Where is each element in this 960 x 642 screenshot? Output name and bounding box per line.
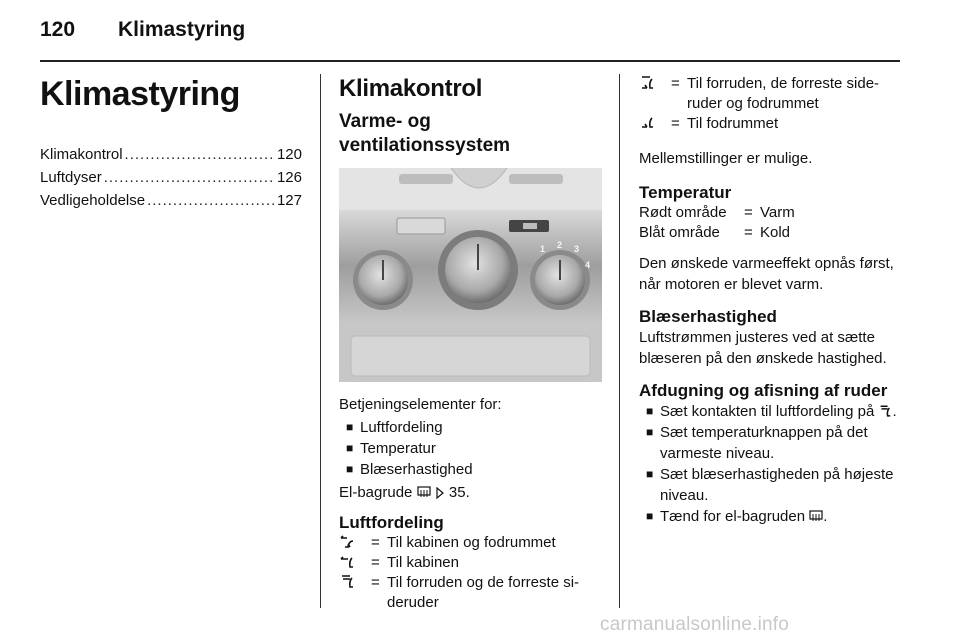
defog-heading: Afdugning og afisning af ruder — [639, 381, 888, 400]
airflow-row — [339, 533, 604, 553]
airflow-row — [639, 74, 911, 114]
svg-text:2: 2 — [557, 240, 563, 250]
fan-speed-text: Luftstrømmen justeres ved at sætte blæseren på den ønskede hastighed. — [639, 329, 887, 367]
bullet-text-part: Sæt kontakten til luftfordeling på — [660, 403, 875, 420]
rear-window-heating-label: El-bagrude — [339, 484, 413, 501]
chapter-title: Klimastyring — [40, 75, 240, 113]
bullet-text: Blæserhastighed — [360, 461, 473, 478]
intermediate-note: Mellemstillinger er mulige. — [639, 150, 813, 167]
temperature-heading: Temperatur — [639, 183, 732, 202]
svg-text:1: 1 — [540, 244, 546, 254]
toc-entry[interactable] — [40, 146, 302, 169]
svg-text:3: 3 — [574, 244, 580, 254]
subsection-title: Varme- og ventilationssystem — [339, 111, 511, 156]
equals-sign: = — [371, 534, 380, 551]
toc-label: Luftdyser — [40, 169, 102, 186]
list-item — [639, 401, 911, 422]
column-divider-2 — [619, 74, 620, 608]
temperature-value: Kold — [760, 224, 791, 241]
toc-label: Vedligeholdelse — [40, 192, 146, 209]
body-airflow-icon — [339, 553, 371, 573]
rear-window-heating-icon — [809, 510, 823, 523]
windscreen-airflow-icon — [339, 573, 371, 613]
temperature-note: Den ønskede varmeeffekt opnås først, når motoren er blevet varm. — [639, 255, 894, 293]
bullet-icon: ■ — [646, 467, 654, 481]
equals-sign: = — [744, 204, 753, 221]
floor-airflow-icon — [639, 114, 671, 134]
header-rule — [40, 60, 900, 62]
section-title: Klimakontrol — [339, 75, 483, 102]
bullet-icon: ■ — [646, 425, 654, 439]
bullet-icon: ■ — [646, 509, 654, 523]
airflow-text: Til forruden og de forreste si-deruder — [387, 574, 580, 611]
toc-label: Klimakontrol — [40, 146, 123, 163]
airflow-row — [339, 553, 604, 573]
equals-sign: = — [671, 115, 680, 132]
page-reference-icon — [435, 487, 445, 499]
toc-page: 127 — [276, 192, 302, 209]
page-number: 120 — [40, 18, 76, 41]
temperature-label: Rødt område — [639, 204, 727, 221]
right-column — [639, 74, 911, 527]
toc-entry[interactable] — [40, 169, 302, 192]
list-item — [339, 438, 604, 459]
bullet-text: Tænd for el-bagruden . — [660, 508, 828, 525]
airflow-text: Til forruden, de forreste side-ruder og fodrummet — [687, 75, 880, 112]
equals-sign: = — [671, 75, 680, 92]
temperature-row — [639, 203, 911, 223]
bullet-icon: ■ — [346, 462, 354, 476]
bullet-icon: ■ — [346, 420, 354, 434]
rear-window-heating-icon — [417, 486, 431, 499]
intro-text: Betjeningselementer for: — [339, 396, 502, 413]
fan-speed-heading: Blæserhastighed — [639, 307, 777, 326]
climate-control-panel-photo — [339, 168, 602, 382]
toc-leader — [125, 146, 275, 163]
bullet-icon: ■ — [646, 404, 654, 418]
list-item — [339, 417, 604, 438]
bullet-text-part: Tænd for el-bagruden — [660, 508, 806, 525]
airflow-row — [339, 573, 604, 613]
bullet-text: Sæt kontakten til luftfordeling på . — [660, 403, 897, 420]
table-of-contents — [40, 146, 302, 215]
body-and-floor-airflow-icon — [339, 533, 371, 553]
chapter-column — [40, 72, 302, 215]
svg-text:4: 4 — [585, 260, 591, 270]
bullet-text: Temperatur — [360, 440, 436, 457]
bullet-text: Sæt blæserhastigheden på højeste niveau. — [660, 466, 894, 504]
temperature-row — [639, 223, 911, 243]
temperature-label: Blåt område — [639, 224, 720, 241]
bullet-text: Sæt temperaturknappen på det varmeste niveau. — [660, 424, 868, 462]
running-header-title: Klimastyring — [118, 18, 246, 41]
toc-page: 120 — [276, 146, 302, 163]
rear-window-heating-ref — [339, 482, 604, 503]
windscreen-airflow-icon — [878, 405, 892, 418]
list-item — [639, 506, 911, 527]
airflow-heading: Luftfordeling — [339, 513, 444, 532]
toc-page: 126 — [276, 169, 302, 186]
equals-sign: = — [371, 574, 380, 591]
list-item — [639, 464, 911, 506]
list-item — [339, 459, 604, 480]
page-reference[interactable]: 35. — [448, 484, 470, 501]
bullet-text: Luftfordeling — [360, 419, 443, 436]
toc-entry[interactable] — [40, 192, 302, 215]
toc-leader — [147, 192, 275, 209]
airflow-row — [639, 114, 911, 134]
toc-leader — [104, 169, 275, 186]
bullet-icon: ■ — [346, 441, 354, 455]
airflow-text: Til kabinen — [387, 554, 459, 571]
windscreen-and-floor-airflow-icon — [639, 74, 671, 114]
equals-sign: = — [371, 554, 380, 571]
list-item — [639, 422, 911, 464]
airflow-text: Til kabinen og fodrummet — [387, 534, 556, 551]
airflow-text: Til fodrummet — [687, 115, 779, 132]
column-divider-1 — [320, 74, 321, 608]
temperature-value: Varm — [760, 204, 795, 221]
watermark: carmanualsonline.info — [600, 614, 790, 635]
equals-sign: = — [744, 224, 753, 241]
middle-column — [339, 74, 604, 613]
